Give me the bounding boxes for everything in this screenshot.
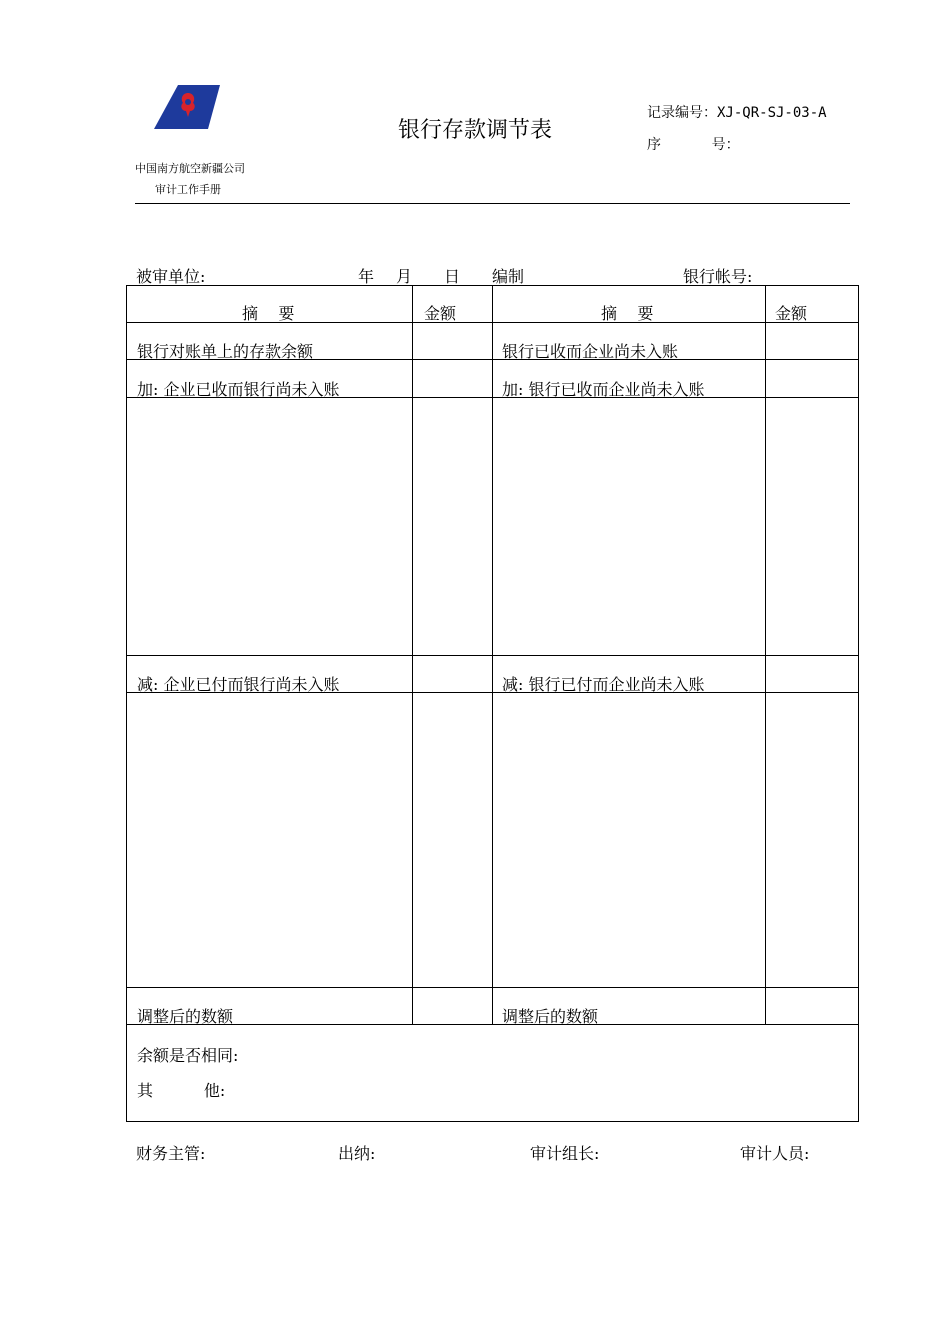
sequence-label: 序 号：: [647, 137, 740, 153]
year-label: 年: [358, 267, 375, 286]
other-label: 其 他:: [137, 1081, 226, 1100]
column-line: [412, 286, 413, 1024]
bank-account-label: 银行帐号:: [683, 267, 753, 286]
record-number-label: 记录编号：: [647, 105, 717, 121]
left-add-label: 加: 企业已收而银行尚未入账: [137, 380, 340, 399]
header-divider: [135, 203, 850, 204]
record-number-value: XJ-QR-SJ-03-A: [717, 105, 827, 121]
left-summary-header: 摘 要: [242, 304, 295, 323]
right-adjusted-label: 调整后的数额: [502, 1007, 599, 1026]
audited-unit-label: 被审单位:: [136, 267, 206, 286]
page-title: 银行存款调节表: [398, 118, 553, 143]
right-subtract-label: 减: 银行已付而企业尚未入账: [502, 675, 705, 694]
right-amount-header: 金额: [775, 304, 808, 323]
column-line: [765, 286, 766, 1024]
left-amount-header: 金额: [424, 304, 457, 323]
compiled-label: 编制: [492, 267, 525, 286]
right-summary-header: 摘 要: [601, 304, 654, 323]
balance-same-label: 余额是否相同:: [137, 1046, 239, 1065]
company-name: 中国南方航空新疆公司: [135, 162, 245, 175]
china-southern-kapok-logo-icon: [150, 83, 222, 131]
left-subtract-label: 减: 企业已付而银行尚未入账: [137, 675, 340, 694]
bank-statement-balance-label: 银行对账单上的存款余额: [137, 342, 314, 361]
auditor-label: 审计人员:: [740, 1144, 810, 1163]
day-label: 日: [444, 267, 461, 286]
record-number: [647, 102, 827, 122]
row-line: [127, 1024, 858, 1025]
company-logo: [150, 83, 222, 131]
manual-name: 审计工作手册: [155, 183, 221, 196]
month-label: 月: [396, 267, 413, 286]
audit-lead-label: 审计组长:: [530, 1144, 600, 1163]
reconciliation-table: [126, 285, 859, 1122]
finance-manager-label: 财务主管:: [136, 1144, 206, 1163]
bank-received-label: 银行已收而企业尚未入账: [502, 342, 679, 361]
cashier-label: 出纳:: [338, 1144, 376, 1163]
left-adjusted-label: 调整后的数额: [137, 1007, 234, 1026]
right-add-label: 加: 银行已收而企业尚未入账: [502, 380, 705, 399]
column-line: [492, 286, 493, 1024]
